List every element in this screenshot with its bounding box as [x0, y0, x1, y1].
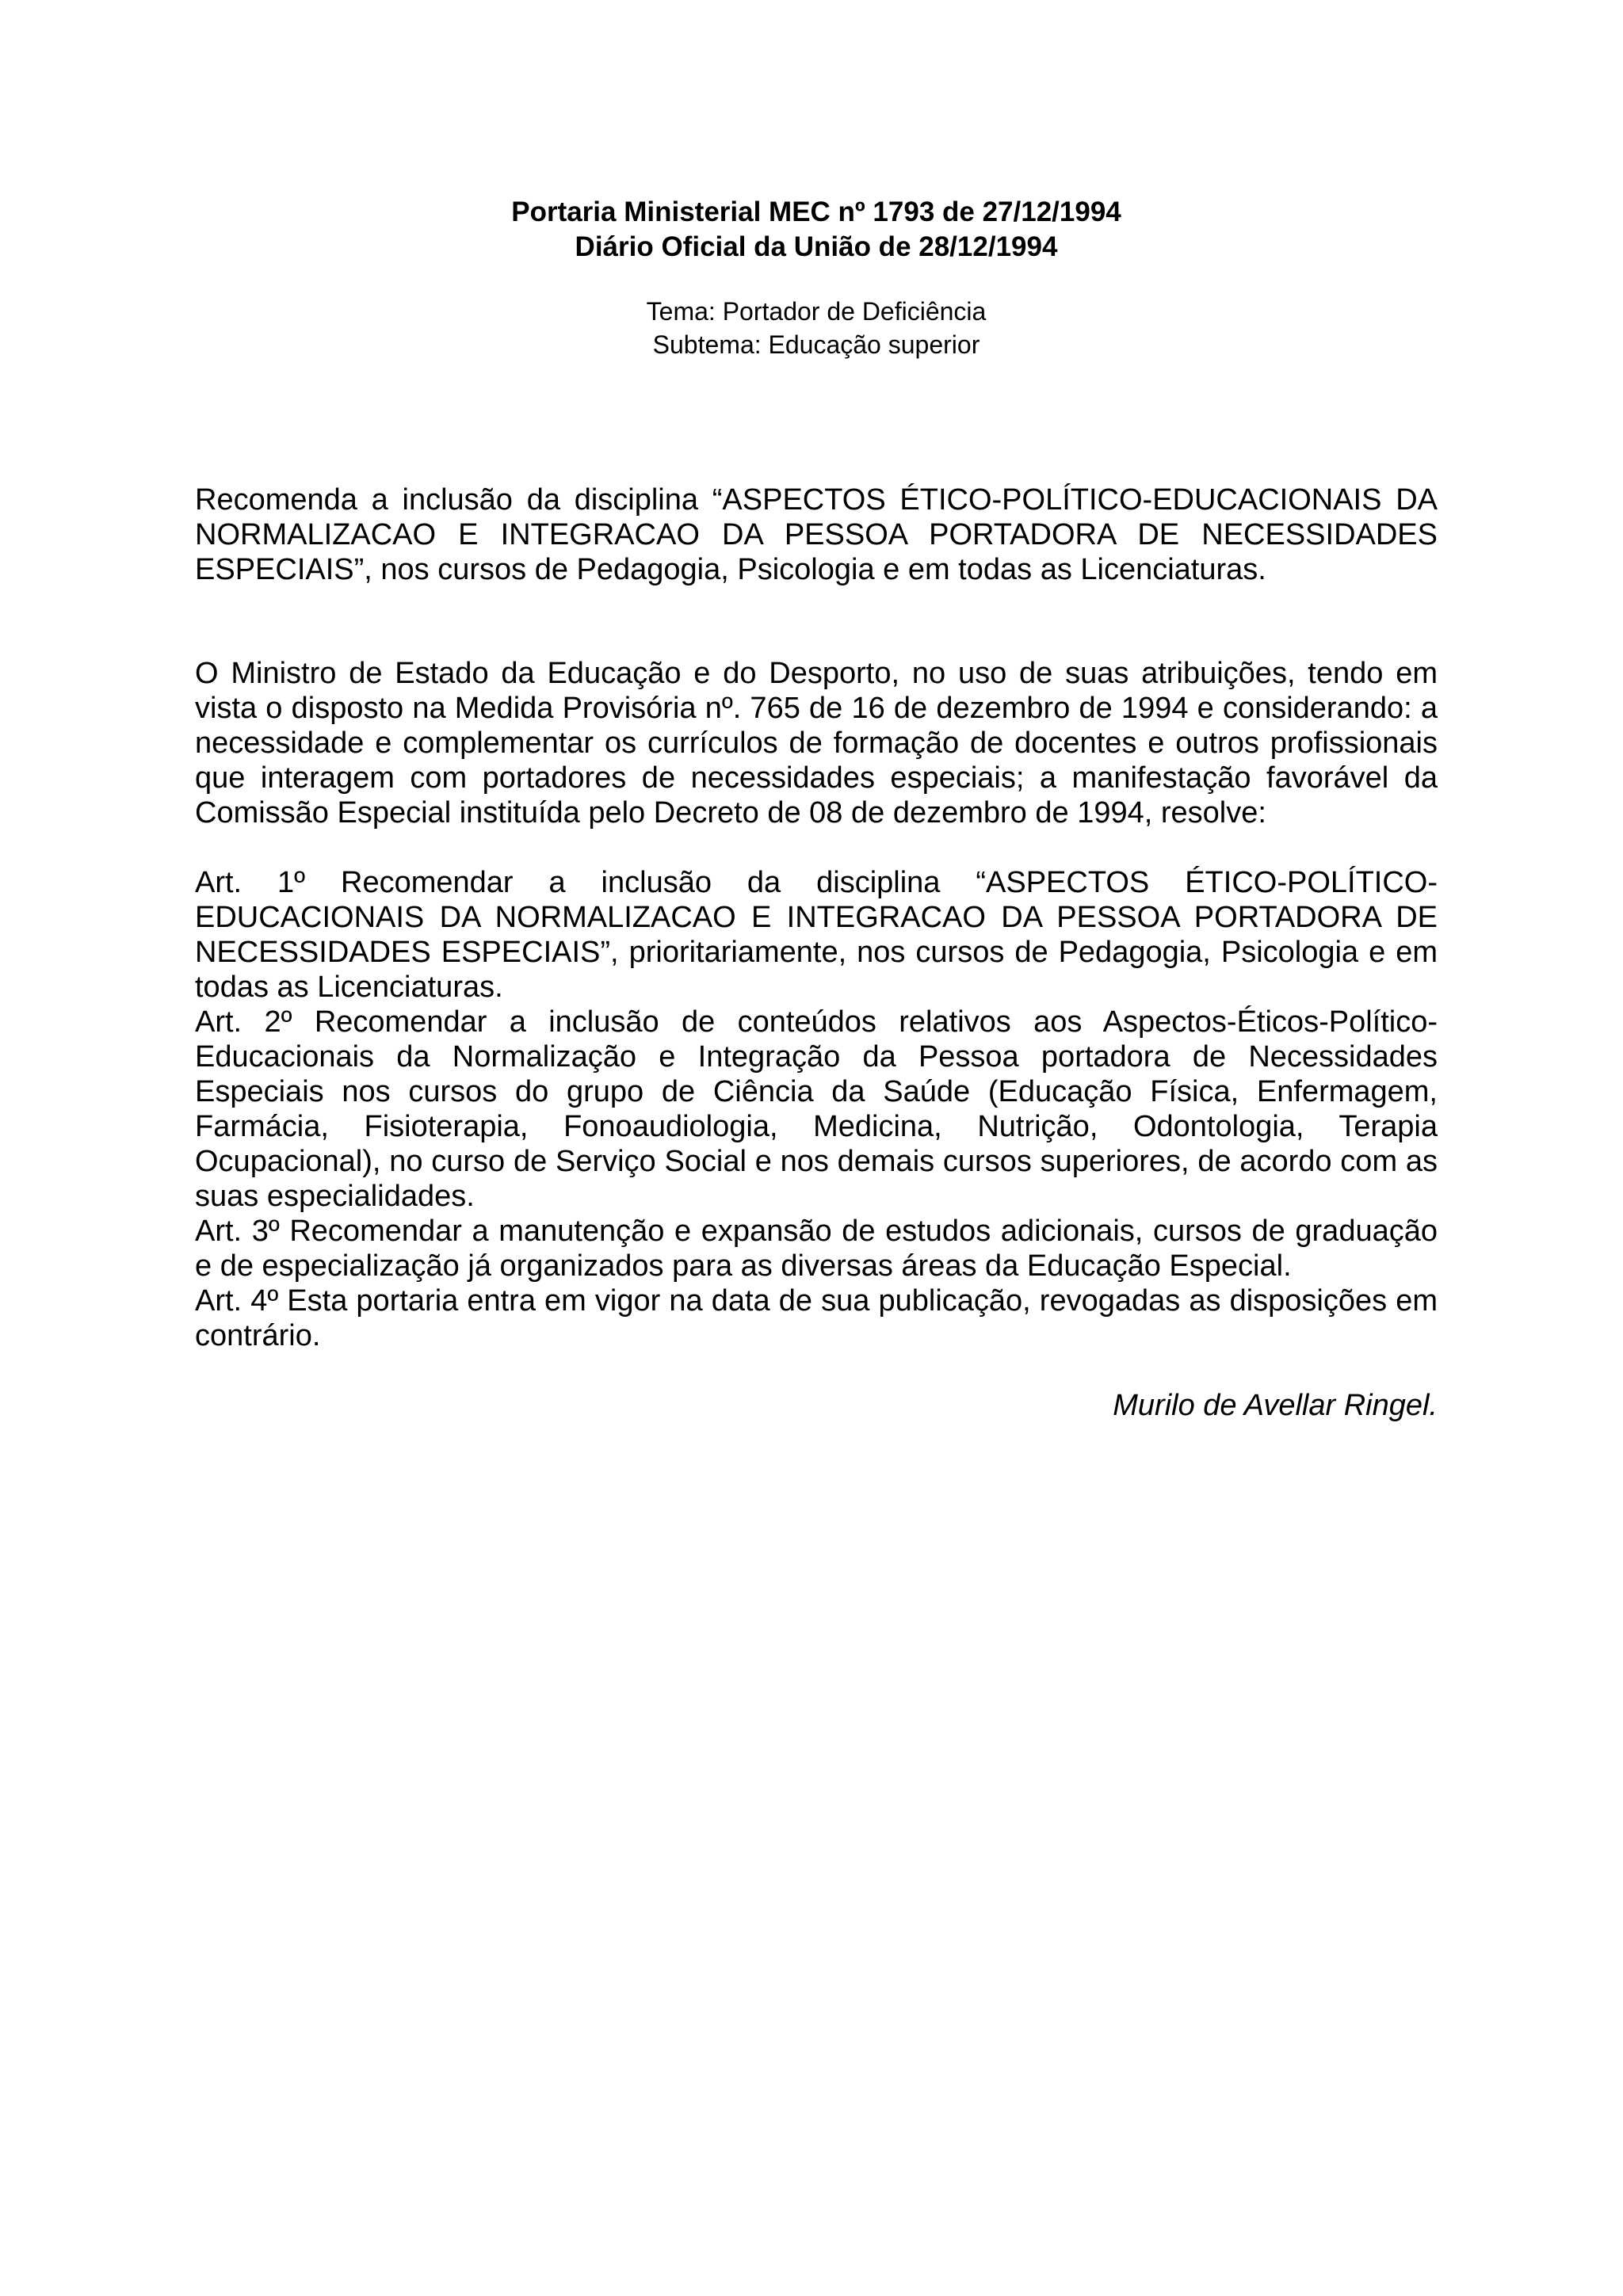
summary-paragraph: Recomenda a inclusão da disciplina “ASPECTOS ÉTICO-POLÍTICO-EDUCACIONAIS DA NORMALIZACAO E INTEGRACAO DA PESSOA PORTADORA DE NECESSIDADES ESPECIAIS”, nos cursos de Pedagogia, Psicologia e em todas as Licenciaturas.	[195, 483, 1438, 586]
article-1: Art. 1º Recomendar a inclusão da disciplina “ASPECTOS ÉTICO-POLÍTICO-EDUCACIONAIS DA NORMALIZACAO E INTEGRACAO DA PESSOA PORTADORA DE NECESSIDADES ESPECIAIS”, prioritariamente, nos cursos de Pedagogia, Psicologia e em todas as Licenciaturas.	[195, 866, 1438, 1004]
signature: Murilo de Avellar Ringel.	[1113, 1389, 1438, 1422]
article-4: Art. 4º Esta portaria entra em vigor na data de sua publicação, revogadas as disposições em contrário.	[195, 1284, 1438, 1352]
article-3: Art. 3º Recomendar a manutenção e expansão de estudos adicionais, cursos de graduação e de especialização já organizados para as diversas áreas da Educação Especial.	[195, 1215, 1438, 1283]
theme-block	[195, 295, 1438, 361]
preamble-paragraph: O Ministro de Estado da Educação e do Desporto, no uso de suas atribuições, tendo em vista o disposto na Medida Provisória nº. 765 de 16 de dezembro de 1994 e considerando: a necessidade e complementar os currículos de formação de docentes e outros profissionais que interagem com portadores de necessidades especiais; a manifestação favorável da Comissão Especial instituída pelo Decreto de 08 de dezembro de 1994, resolve:	[195, 657, 1438, 830]
publication-line: Diário Oficial da União de 28/12/1994	[575, 231, 1058, 262]
articles-list	[195, 865, 1438, 1353]
theme-label: Tema: Portador de Deficiência	[646, 297, 987, 326]
document-page	[195, 195, 1438, 1423]
document-header	[195, 195, 1438, 265]
article-2: Art. 2º Recomendar a inclusão de conteúdos relativos aos Aspectos-Éticos-Político-Educacionais da Normalização e Integração da Pessoa portadora de Necessidades Especiais nos cursos do grupo de Ciência da Saúde (Educação Física, Enfermagem, Farmácia, Fisioterapia, Fonoaudiologia, Medicina, Nutrição, Odontologia, Terapia Ocupacional), no curso de Serviço Social e nos demais cursos superiores, de acordo com as suas especialidades.	[195, 1005, 1438, 1213]
subtheme-label: Subtema: Educação superior	[652, 330, 980, 359]
document-title: Portaria Ministerial MEC nº 1793 de 27/12/1994	[511, 196, 1121, 227]
